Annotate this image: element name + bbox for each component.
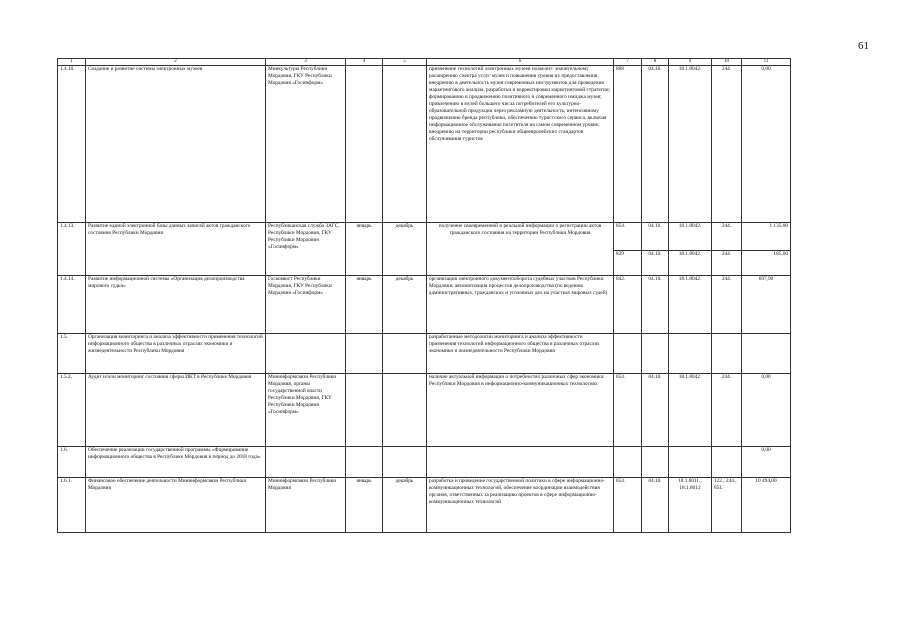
row-end <box>383 66 427 223</box>
row-number: 1.5. <box>58 334 86 374</box>
row-grbs: 808 <box>614 66 642 223</box>
table-row <box>58 478 791 533</box>
row-csr <box>669 334 712 374</box>
row-name: Создание и развитие системы электронных музеев <box>86 66 266 223</box>
header-cell: 8 <box>642 59 669 66</box>
row-name: Развитие информационной системы «Организация делопроизводства мирового судьи» <box>86 276 266 334</box>
row-result: разработка и проведение государственной политики в сфере информационно-коммуникационных технологий, обеспечение координации взаимодействия органов, ответственных за реализацию проектов в сфере информационно-коммуникационных технологий <box>427 478 614 533</box>
row-rzpr: 04.10. <box>642 478 669 533</box>
header-cell: 10 <box>712 59 742 66</box>
row-name: Аудит и/или мониторинг состояния сферы ИКТ в Республике Мордовия <box>86 374 266 447</box>
row-grbs: 854. <box>614 374 642 447</box>
row-vr <box>712 334 742 374</box>
row-executor: Госкомюст Республики Мордовия, ГКУ Республики Мордовия «Госинформ» <box>266 276 346 334</box>
row-number: 1.4.14. <box>58 276 86 334</box>
row-grbs: 854. <box>614 223 642 251</box>
row-rzpr: 04.10. <box>642 251 669 276</box>
row-end: декабрь <box>383 478 427 533</box>
row-executor: Минкультуры Республики Мордовия, ГКУ Республики Мордовия «Госинформ» <box>266 66 346 223</box>
row-sum: 0,00 <box>742 374 791 447</box>
row-number: 1.6. <box>58 447 86 478</box>
header-cell: 9 <box>669 59 712 66</box>
row-result: организация электронного документооборота судебных участков Республики Мордовия; автоматизация процессов делопроизводства (по ведению административных, гражданских и уголовных дел на участках мировых судей) <box>427 276 614 334</box>
row-start <box>346 374 383 447</box>
row-sum: 0,00 <box>742 447 791 478</box>
row-executor: Мининформсвязи Республики Мордовия <box>266 478 346 533</box>
row-csr: 18.1.8042. <box>669 374 712 447</box>
row-executor: Республиканская служба ЗАГС, Республики Мордовия, ГКУ Республики Мордовия «Госинформ» <box>266 223 346 276</box>
page-number: 61 <box>858 40 869 52</box>
row-end <box>383 334 427 374</box>
row-csr: 18.1.8042. <box>669 223 712 251</box>
row-executor: Мининформсвязи Республики Мордовия, органы государственной власти Республики Мордовия, ГКУ Республики Мордовия «Госинформ» <box>266 374 346 447</box>
row-number: 1.5.2. <box>58 374 86 447</box>
row-rzpr <box>642 447 669 478</box>
header-cell: 2 <box>86 59 266 66</box>
row-vr: 244. <box>712 66 742 223</box>
row-csr: 18.1.8042. <box>669 66 712 223</box>
program-table <box>57 58 791 533</box>
row-grbs: 854. <box>614 478 642 533</box>
row-sum: 10 494,00 <box>742 478 791 533</box>
row-number: 1.4.10. <box>58 66 86 223</box>
row-end: декабрь <box>383 276 427 334</box>
row-csr: 18.1.8042. <box>669 276 712 334</box>
row-end <box>383 447 427 478</box>
header-cell: 5 <box>383 59 427 66</box>
row-grbs <box>614 447 642 478</box>
row-vr: 244. <box>712 251 742 276</box>
table-row <box>58 334 791 374</box>
header-cell: 3 <box>266 59 346 66</box>
row-executor <box>266 447 346 478</box>
table-row <box>58 66 791 223</box>
row-sum: 0,00 <box>742 66 791 223</box>
row-vr: 244. <box>712 223 742 251</box>
header-cell: 7 <box>614 59 642 66</box>
row-rzpr <box>642 334 669 374</box>
row-result <box>427 447 614 478</box>
table-row <box>58 223 791 251</box>
row-grbs: 829 <box>614 251 642 276</box>
row-vr: 244. <box>712 276 742 334</box>
row-start <box>346 66 383 223</box>
row-name: Организация мониторинга и анализа эффективности применения технологий информационного общества в различных отраслях экономики и жизнедеятельности Республики Мордовия <box>86 334 266 374</box>
row-rzpr: 04.10. <box>642 374 669 447</box>
row-rzpr: 04.10. <box>642 66 669 223</box>
header-cell: 6 <box>427 59 614 66</box>
row-rzpr: 04.10. <box>642 223 669 251</box>
header-cell: 1 <box>58 59 86 66</box>
row-number: 1.4.13. <box>58 223 86 276</box>
row-end <box>383 374 427 447</box>
row-name: Обеспечение реализации государственной программы «Формирование информационного общества в Республике Мордовия в период до 2018 года» <box>86 447 266 478</box>
row-name: Развитие единой электронной базы данных записей актов гражданского состояния Республики Мордовия <box>86 223 266 276</box>
header-cell: 11 <box>742 59 791 66</box>
row-sum: 1 135,00 <box>742 223 791 251</box>
row-number: 1.6.1. <box>58 478 86 533</box>
row-csr: 18.1.8011.; 18.1.8012 <box>669 478 712 533</box>
row-name: Финансовое обеспечение деятельности Мининформсвязи Республики Мордовия <box>86 478 266 533</box>
row-csr <box>669 447 712 478</box>
row-rzpr: 04.10. <box>642 276 669 334</box>
row-grbs <box>614 334 642 374</box>
row-sum <box>742 334 791 374</box>
row-grbs: 842. <box>614 276 642 334</box>
table-row <box>58 374 791 447</box>
row-start: январь <box>346 223 383 276</box>
row-vr <box>712 447 742 478</box>
header-cell: 4 <box>346 59 383 66</box>
row-result: применение технологий электронных музеев позволит: значительному расширению спектра услуг музея и повышения уровня их предоставления; внедрению в деятельность музея современных инструментов для проведения маркетингового анализа, разработки и корректировки маркетинговой стратегии; формированию и продвижению позитивного и современного имиджа музея; привлечению в музей большего числа потребителей его культурно-образовательной продукции через рекламную деятельность; интенсивному продвижению бренда республики, обеспечению туристского сервиса, включая информационное обслуживание посетителя на самом современном уровне; внедрению на территории республики общеевропейских стандартов обслуживания туристов <box>427 66 614 223</box>
table-row <box>58 447 791 478</box>
row-start: январь <box>346 478 383 533</box>
row-end: декабрь <box>383 223 427 276</box>
table-row <box>58 276 791 334</box>
row-vr: 244. <box>712 374 742 447</box>
row-result: наличие актуальной информации о потребностях различных сфер экономики Республики Мордовия в информационно-коммуникационных технологиях <box>427 374 614 447</box>
row-start <box>346 334 383 374</box>
row-vr: 122., 244., 851. <box>712 478 742 533</box>
row-csr: 18.1.8042. <box>669 251 712 276</box>
row-executor <box>266 334 346 374</box>
header-row <box>58 59 791 66</box>
row-start <box>346 447 383 478</box>
row-sum: 697,90 <box>742 276 791 334</box>
row-sum: 185,00 <box>742 251 791 276</box>
row-result: разработанные методологии мониторинга и анализа эффективности применения технологий информационного общества в различных отраслях экономики и жизнедеятельности Республики Мордовия <box>427 334 614 374</box>
row-result: получение своевременной и реальной информации о регистрации актов гражданского состояния на территории Республики Мордовия <box>427 223 614 276</box>
row-start: январь <box>346 276 383 334</box>
